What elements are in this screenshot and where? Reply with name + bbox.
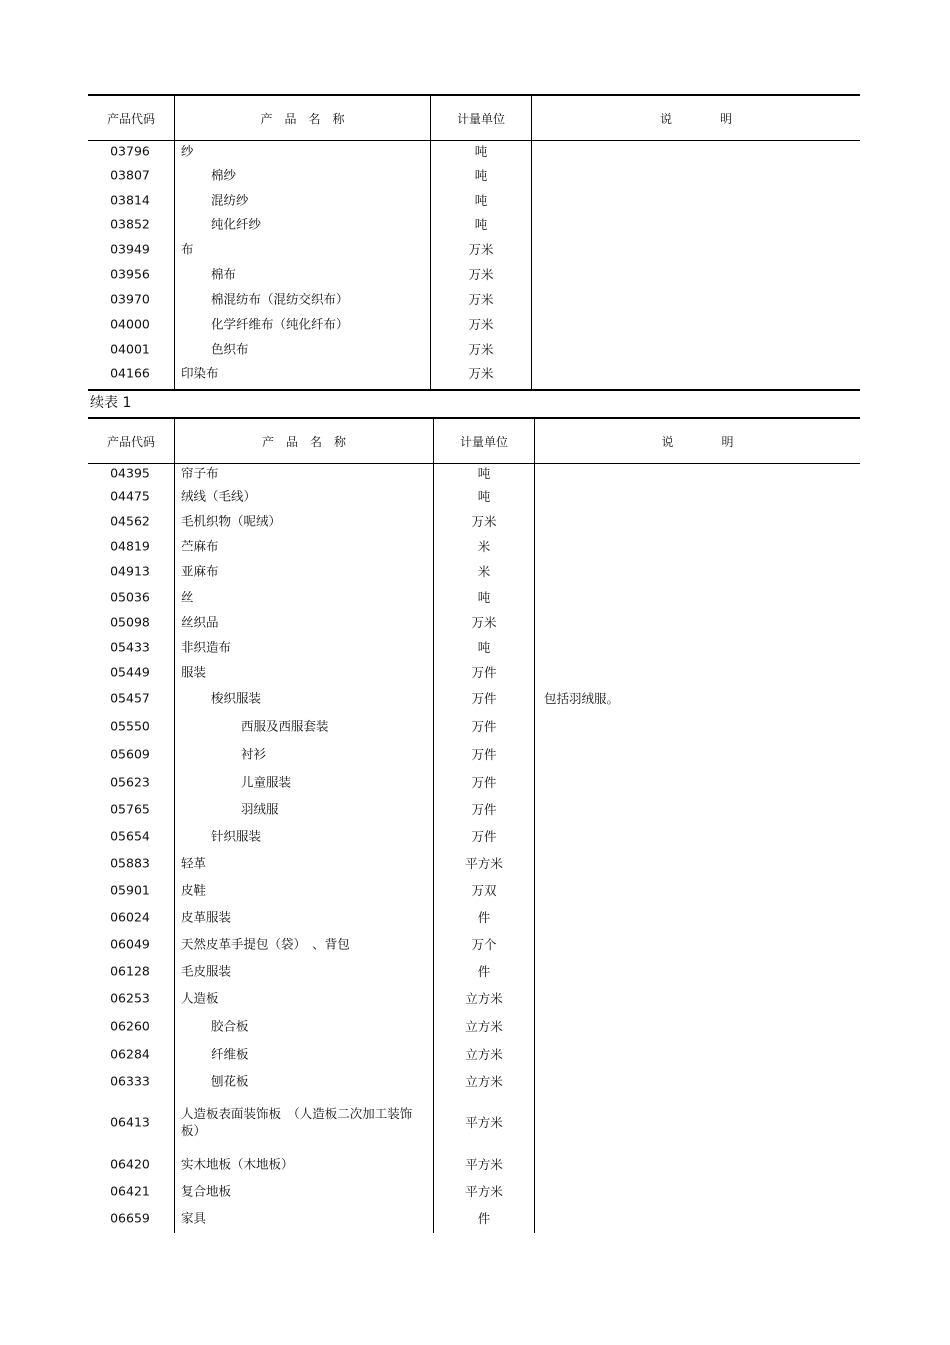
product-name: 复合地板 bbox=[181, 1183, 232, 1198]
product-name: 棉布 bbox=[211, 266, 237, 281]
product-code: 03949 bbox=[110, 241, 150, 256]
product-name: 非织造布 bbox=[181, 639, 232, 654]
table-row bbox=[88, 1204, 860, 1231]
product-name: 羽绒服 bbox=[241, 801, 279, 816]
column-divider bbox=[433, 417, 434, 1233]
product-name: 刨花板 bbox=[211, 1073, 249, 1088]
product-code: 04475 bbox=[110, 488, 150, 503]
unit-of-measure: 件 bbox=[477, 1210, 491, 1226]
unit-of-measure: 吨 bbox=[477, 639, 491, 655]
product-code: 05457 bbox=[110, 690, 150, 706]
unit-of-measure: 万个 bbox=[471, 936, 497, 952]
unit-of-measure: 吨 bbox=[474, 144, 488, 159]
unit-of-measure: 万米 bbox=[468, 341, 494, 357]
product-code: 05609 bbox=[110, 746, 150, 762]
product-name: 皮革服装 bbox=[181, 909, 232, 924]
product-name: 衬衫 bbox=[241, 746, 267, 762]
product-code: 04166 bbox=[110, 365, 150, 381]
product-name: 人造板表面装饰板 （人造板二次加工装饰板） bbox=[181, 1106, 413, 1138]
product-code: 06049 bbox=[110, 936, 150, 951]
table-header bbox=[88, 94, 860, 141]
product-name: 纱 bbox=[181, 143, 194, 159]
product-name: 棉混纺布（混纺交织布） bbox=[211, 291, 349, 306]
table-row bbox=[88, 1177, 860, 1204]
unit-of-measure: 立方米 bbox=[465, 991, 503, 1006]
unit-of-measure: 件 bbox=[477, 909, 491, 925]
header-note: 说 明 bbox=[661, 434, 734, 449]
unit-of-measure: 万件 bbox=[471, 828, 497, 844]
column-divider bbox=[430, 94, 431, 391]
product-code: 05449 bbox=[110, 664, 150, 679]
table-body bbox=[88, 463, 860, 1233]
table-row bbox=[88, 508, 860, 534]
table-row bbox=[88, 930, 860, 957]
product-name: 帘子布 bbox=[181, 465, 219, 481]
product-name: 服装 bbox=[181, 664, 207, 679]
unit-of-measure: 吨 bbox=[474, 167, 488, 183]
product-code: 06284 bbox=[110, 1046, 150, 1061]
unit-of-measure: 吨 bbox=[474, 192, 488, 208]
table-row bbox=[88, 849, 860, 876]
column-divider bbox=[534, 417, 535, 1233]
column-divider bbox=[174, 417, 175, 1233]
table-row bbox=[88, 336, 860, 361]
unit-of-measure: 立方米 bbox=[465, 1046, 503, 1062]
unit-of-measure: 平方米 bbox=[465, 1183, 503, 1199]
unit-of-measure: 万米 bbox=[468, 241, 494, 257]
product-code: 03814 bbox=[110, 192, 150, 207]
product-code: 03852 bbox=[110, 216, 150, 232]
product-name: 布 bbox=[181, 241, 194, 256]
product-name: 色织布 bbox=[211, 341, 249, 356]
table-row bbox=[88, 463, 860, 483]
table-row bbox=[88, 162, 860, 187]
product-name: 家具 bbox=[181, 1210, 207, 1225]
table-row bbox=[88, 361, 860, 385]
product-code: 06421 bbox=[110, 1183, 150, 1198]
table-row bbox=[88, 236, 860, 261]
table-row bbox=[88, 1094, 860, 1150]
product-code: 04395 bbox=[110, 465, 150, 481]
table-row bbox=[88, 740, 860, 768]
product-code: 03796 bbox=[110, 143, 150, 159]
product-code: 05901 bbox=[110, 882, 150, 897]
unit-of-measure: 立方米 bbox=[465, 1019, 503, 1034]
product-name: 纤维板 bbox=[211, 1046, 249, 1061]
header-note: 说 明 bbox=[659, 111, 732, 126]
product-code: 05623 bbox=[110, 774, 150, 789]
product-code: 06128 bbox=[110, 963, 150, 978]
table-row bbox=[88, 212, 860, 236]
product-name: 西服及西服套装 bbox=[241, 718, 329, 734]
table-row bbox=[88, 261, 860, 286]
header-unit: 计量单位 bbox=[456, 111, 505, 126]
product-code: 05883 bbox=[110, 855, 150, 870]
table-row bbox=[88, 483, 860, 508]
product-code: 06413 bbox=[110, 1114, 150, 1130]
product-code: 04000 bbox=[110, 316, 150, 331]
product-name: 棉纱 bbox=[211, 167, 237, 182]
table-row bbox=[88, 1012, 860, 1040]
product-code: 06253 bbox=[110, 990, 150, 1006]
product-code: 04819 bbox=[110, 538, 150, 554]
table-row bbox=[88, 795, 860, 822]
table-row bbox=[88, 311, 860, 336]
table-row bbox=[88, 957, 860, 984]
product-name: 绒线（毛线） bbox=[181, 488, 257, 503]
product-name: 梭织服装 bbox=[211, 690, 262, 706]
product-name: 毛机织物（呢绒） bbox=[181, 513, 282, 529]
product-code: 06333 bbox=[110, 1073, 150, 1088]
table-row bbox=[88, 712, 860, 740]
table-row bbox=[88, 684, 860, 712]
product-code: 06659 bbox=[110, 1210, 150, 1225]
product-code: 05433 bbox=[110, 639, 150, 654]
product-code: 06260 bbox=[110, 1018, 150, 1034]
table-header bbox=[88, 417, 860, 464]
unit-of-measure: 万件 bbox=[471, 691, 497, 706]
product-code: 04913 bbox=[110, 563, 150, 579]
table-row bbox=[88, 822, 860, 849]
unit-of-measure: 吨 bbox=[477, 589, 491, 605]
product-name: 毛皮服装 bbox=[181, 963, 232, 978]
unit-of-measure: 万米 bbox=[468, 291, 494, 307]
product-name: 混纺纱 bbox=[211, 192, 249, 207]
unit-of-measure: 万米 bbox=[468, 366, 494, 381]
product-code: 05098 bbox=[110, 614, 150, 629]
unit-of-measure: 万米 bbox=[468, 266, 494, 282]
table-row bbox=[88, 876, 860, 903]
unit-of-measure: 万件 bbox=[471, 774, 497, 790]
product-name: 印染布 bbox=[181, 365, 219, 381]
product-table-1 bbox=[88, 94, 860, 391]
unit-of-measure: 万米 bbox=[471, 614, 497, 630]
product-name: 针织服装 bbox=[211, 828, 262, 843]
product-code: 05654 bbox=[110, 828, 150, 843]
product-code: 05036 bbox=[110, 589, 150, 604]
table-row bbox=[88, 187, 860, 212]
column-divider bbox=[174, 94, 175, 391]
product-name: 化学纤维布（纯化纤布） bbox=[211, 316, 349, 331]
unit-of-measure: 米 bbox=[477, 539, 491, 554]
unit-of-measure: 万件 bbox=[471, 747, 497, 762]
unit-of-measure: 立方米 bbox=[465, 1073, 503, 1089]
unit-of-measure: 万件 bbox=[471, 801, 497, 817]
table-row bbox=[88, 768, 860, 795]
unit-of-measure: 万米 bbox=[468, 316, 494, 332]
header-unit: 计量单位 bbox=[459, 434, 508, 449]
table-row bbox=[88, 609, 860, 634]
header-code: 产品代码 bbox=[106, 111, 155, 126]
table-row bbox=[88, 1150, 860, 1177]
unit-of-measure: 平方米 bbox=[465, 1115, 503, 1130]
product-code: 06420 bbox=[110, 1156, 150, 1171]
product-name: 轻革 bbox=[181, 855, 207, 870]
table-row bbox=[88, 659, 860, 684]
table-row bbox=[88, 984, 860, 1012]
header-name: 产 品 名 称 bbox=[260, 111, 345, 126]
table-row bbox=[88, 1040, 860, 1067]
unit-of-measure: 米 bbox=[477, 564, 491, 579]
product-name: 丝 bbox=[181, 589, 194, 604]
unit-of-measure: 平方米 bbox=[465, 1156, 503, 1172]
unit-of-measure: 万件 bbox=[471, 664, 497, 680]
product-name: 丝织品 bbox=[181, 614, 219, 629]
product-code: 04001 bbox=[110, 341, 150, 356]
unit-of-measure: 吨 bbox=[474, 217, 488, 232]
product-name: 皮鞋 bbox=[181, 882, 207, 897]
table-row bbox=[88, 1067, 860, 1094]
unit-of-measure: 平方米 bbox=[465, 855, 503, 871]
product-code: 05765 bbox=[110, 801, 150, 816]
product-name: 人造板 bbox=[181, 990, 219, 1006]
table-row bbox=[88, 534, 860, 558]
table-caption: 续表 1 bbox=[90, 395, 132, 411]
unit-of-measure: 万米 bbox=[471, 514, 497, 529]
unit-of-measure: 万双 bbox=[471, 882, 497, 898]
product-code: 06024 bbox=[110, 909, 150, 924]
product-code: 03970 bbox=[110, 291, 150, 306]
product-name: 儿童服装 bbox=[241, 774, 292, 789]
product-name: 纯化纤纱 bbox=[211, 216, 262, 232]
product-name: 实木地板（木地板） bbox=[181, 1156, 294, 1171]
unit-of-measure: 吨 bbox=[477, 488, 491, 504]
table-row bbox=[88, 634, 860, 659]
row-note: 包括羽绒服。 bbox=[544, 691, 620, 706]
product-code: 05550 bbox=[110, 718, 150, 734]
header-name: 产 品 名 称 bbox=[261, 434, 346, 449]
product-code: 03956 bbox=[110, 266, 150, 281]
product-code: 03807 bbox=[110, 167, 150, 182]
unit-of-measure: 万件 bbox=[471, 719, 497, 734]
product-name: 亚麻布 bbox=[181, 563, 219, 579]
table-row bbox=[88, 584, 860, 609]
table-row bbox=[88, 140, 860, 162]
column-divider bbox=[531, 94, 532, 391]
header-code: 产品代码 bbox=[106, 434, 155, 449]
table-row bbox=[88, 903, 860, 930]
product-name: 苎麻布 bbox=[181, 538, 219, 554]
unit-of-measure: 吨 bbox=[477, 466, 491, 481]
table-body bbox=[88, 140, 860, 391]
product-name: 胶合板 bbox=[211, 1018, 249, 1034]
table-row bbox=[88, 558, 860, 584]
unit-of-measure: 件 bbox=[477, 963, 491, 979]
product-name: 天然皮革手提包（袋） 、背包 bbox=[181, 936, 350, 951]
product-table-2 bbox=[88, 417, 860, 1233]
table-row bbox=[88, 286, 860, 311]
product-code: 04562 bbox=[110, 513, 150, 529]
